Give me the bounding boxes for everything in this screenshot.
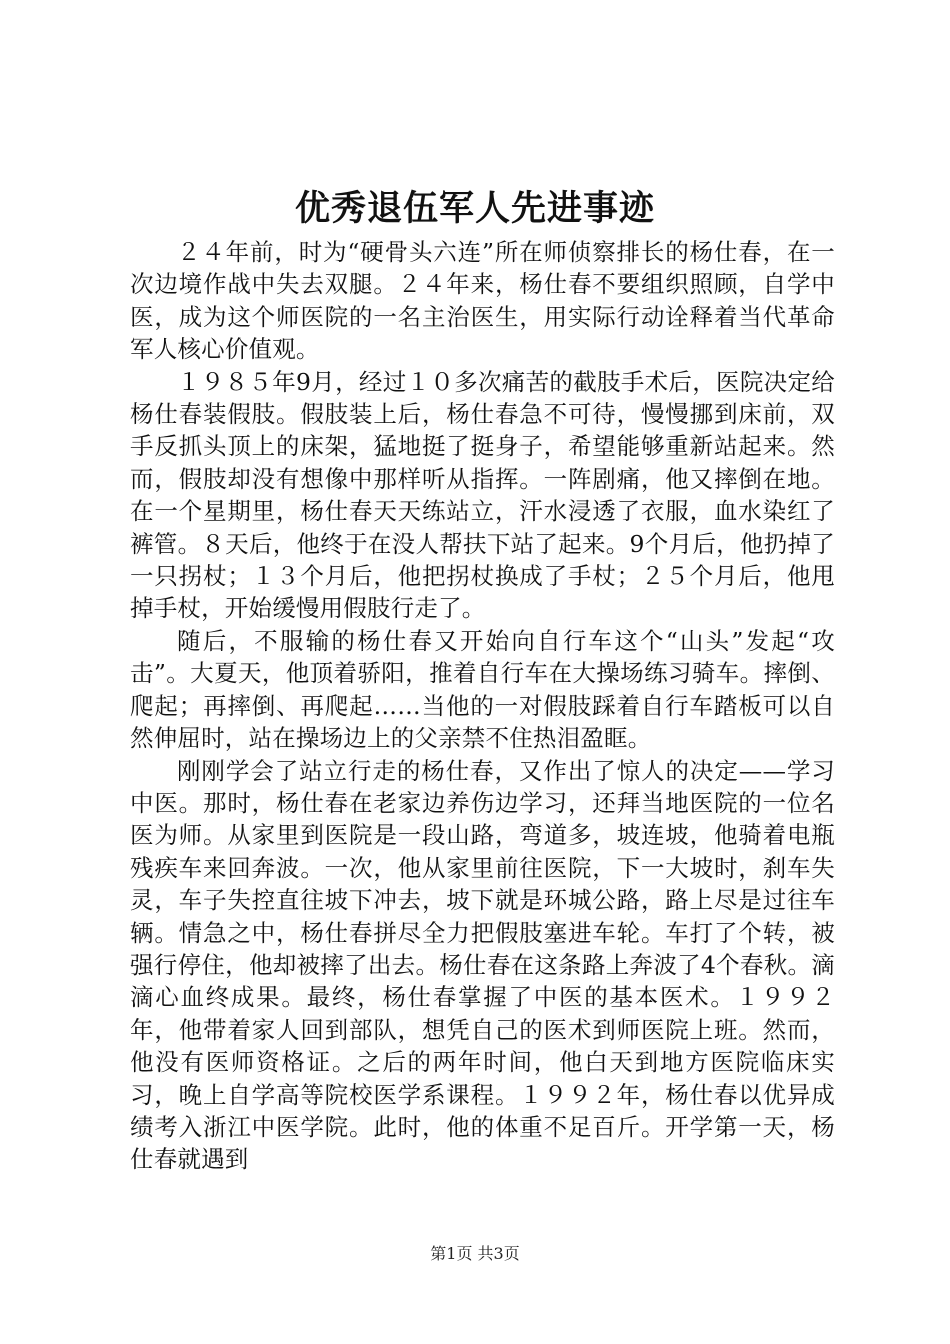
paragraph: 刚刚学会了站立行走的杨仕春，又作出了惊人的决定——学习中医。那时，杨仕春在老家边养伤边学习，还拜当地医院的一位名医为师。从家里到医院是一段山路，弯道多，坡连坡，他骑着电瓶残疾车来回奔波。一次，他从家里前往医院，下一大坡时，刹车失灵，车子失控直往坡下冲去，坡下就是环城公路，路上尽是过往车辆。情急之中，杨仕春拼尽全力把假肢塞进车轮。车打了个转，被强行停住，他却被摔了出去。杨仕春在这条路上奔波了4个春秋。滴滴心血终成果。最终，杨仕春掌握了中医的基本医术。１９９２年，他带着家人回到部队，想凭自己的医术到师医院上班。然而，他没有医师资格证。之后的两年时间，他白天到地方医院临床实习，晚上自学高等院校医学系课程。１９９２年，杨仕春以优异成绩考入浙江中医学院。此时，他的体重不足百斤。开学第一天，杨仕春就遇到: [130, 756, 835, 1174]
page-number-footer: 第1页 共3页: [430, 1244, 520, 1263]
paragraph: ２４年前，时为“硬骨头六连”所在师侦察排长的杨仕春，在一次边境作战中失去双腿。２４年来，杨仕春不要组织照顾，自学中医，成为这个师医院的一名主治医生，用实际行动诠释着当代革命军人核心价值观。: [130, 238, 835, 364]
document-body: [130, 236, 835, 1176]
paragraph: 随后，不服输的杨仕春又开始向自行车这个“山头”发起“攻击”。大夏天，他顶着骄阳，推着自行车在大操场练习骑车。摔倒、爬起；再摔倒、再爬起……当他的一对假肢踩着自行车踏板可以自然伸屈时，站在操场边上的父亲禁不住热泪盈眶。: [130, 626, 835, 753]
document-title: 优秀退伍军人先进事迹: [294, 188, 655, 229]
paragraph: １９８５年9月，经过１０多次痛苦的截肢手术后，医院决定给杨仕春装假肢。假肢装上后，杨仕春急不可待，慢慢挪到床前，双手反抓头顶上的床架，猛地挺了挺身子，希望能够重新站起来。然而，假肢却没有想像中那样听从指挥。一阵剧痛，他又摔倒在地。在一个星期里，杨仕春天天练站立，汗水浸透了衣服，血水染红了裤管。８天后，他终于在没人帮扶下站了起来。9个月后，他扔掉了一只拐杖；１３个月后，他把拐杖换成了手杖；２５个月后，他甩掉手杖，开始缓慢用假肢行走了。: [130, 367, 835, 623]
